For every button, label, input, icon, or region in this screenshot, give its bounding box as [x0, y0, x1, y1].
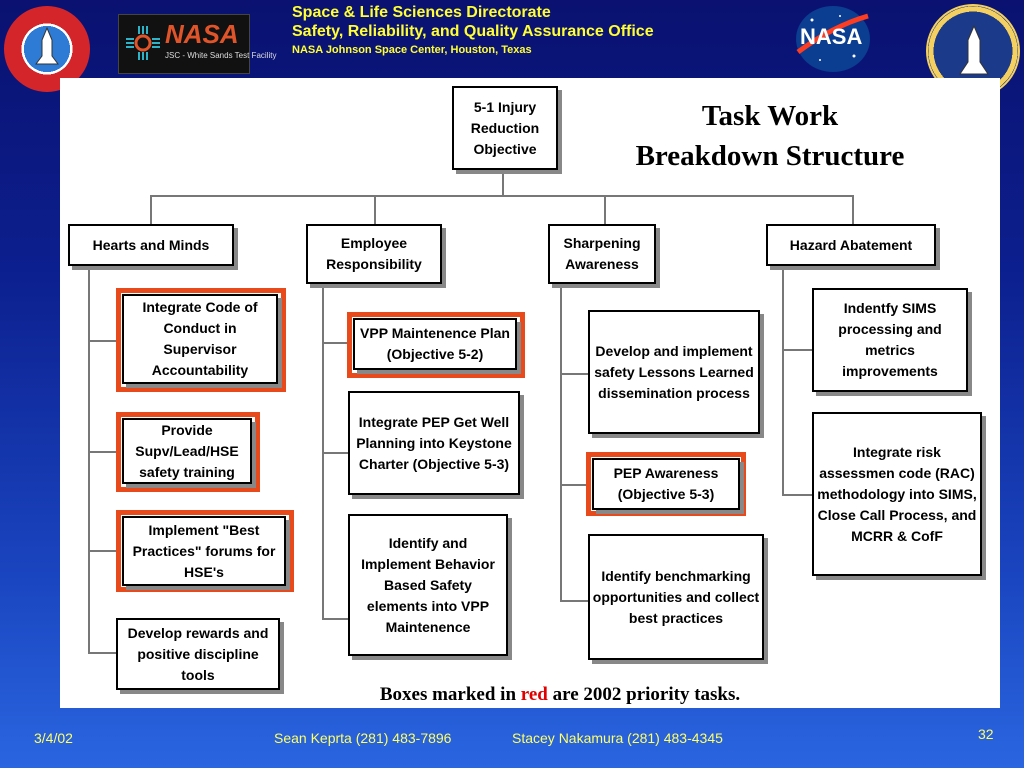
spine-col1 — [88, 268, 90, 652]
task-box-best-practices: Implement "Best Practices" forums for HSE's — [122, 516, 286, 586]
wbs-diagram-panel — [60, 78, 1000, 708]
meatball-text: NASA — [800, 24, 863, 49]
title-line-2: Breakdown Structure — [635, 140, 905, 172]
branch — [322, 342, 350, 344]
nasa-meatball-logo — [796, 6, 870, 72]
task-box-behavior-based-safety: Identify and Implement Behavior Based Safety elements into VPP Maintenence — [348, 514, 508, 656]
shuttle-icon — [30, 26, 64, 66]
connector-col4 — [852, 195, 854, 227]
footer-contact-nakamura: Stacey Nakamura (281) 483-4345 — [512, 730, 723, 746]
task-box-pep-keystone: Integrate PEP Get Well Planning into Keystone Charter (Objective 5-3) — [348, 391, 520, 495]
diagram-title — [600, 96, 940, 176]
task-box-vpp-plan: VPP Maintenence Plan (Objective 5-2) — [353, 318, 517, 370]
branch — [88, 652, 118, 654]
branch — [88, 550, 118, 552]
wstf-subtext: JSC - White Sands Test Facility — [165, 51, 277, 60]
office-title: Safety, Reliability, and Quality Assurance Office — [292, 23, 654, 40]
connector-col3 — [604, 195, 606, 227]
spine-col2 — [322, 268, 324, 620]
connector-col1 — [150, 195, 152, 227]
heading-hazard-abatement: Hazard Abatement — [766, 224, 936, 266]
caption-text-before: Boxes marked in — [379, 684, 521, 705]
task-box-code-of-conduct: Integrate Code of Conduct in Supervisor Accountability — [122, 294, 278, 384]
title-line-1: Task Work — [701, 100, 839, 132]
footer-contact-keprta: Sean Keprta (281) 483-7896 — [274, 730, 452, 746]
branch — [322, 452, 350, 454]
branch — [560, 373, 590, 375]
task-box-rewards-discipline: Develop rewards and positive discipline tools — [116, 618, 280, 690]
branch — [782, 494, 814, 496]
task-box-benchmarking: Identify benchmarking opportunities and collect best practices — [588, 534, 764, 660]
zia-sun-icon — [125, 25, 161, 61]
spine-col3 — [560, 268, 562, 600]
directorate-title: Space & Life Sciences Directorate — [292, 4, 551, 21]
nasa-wstf-logo — [118, 14, 277, 74]
footer-date: 3/4/02 — [34, 730, 73, 746]
branch — [560, 600, 590, 602]
connector-col2 — [374, 195, 376, 227]
footer-page-number: 32 — [978, 726, 994, 742]
branch — [782, 349, 814, 351]
spine-col4 — [782, 268, 784, 496]
shuttle-icon — [956, 24, 992, 78]
heading-employee-responsibility: Employee Responsibility — [306, 224, 442, 284]
task-box-lessons-learned: Develop and implement safety Lessons Learned dissemination process — [588, 310, 760, 434]
caption-text-after: are 2002 priority tasks. — [547, 684, 741, 705]
branch — [322, 618, 350, 620]
branch — [88, 451, 118, 453]
task-box-rac-methodology: Integrate risk assessmen code (RAC) methodology into SIMS, Close Call Process, and MCRR & CofF — [812, 412, 982, 576]
root-connector — [502, 166, 504, 196]
center-subtitle: NASA Johnson Space Center, Houston, Texas — [292, 44, 532, 56]
priority-caption — [300, 684, 820, 706]
heading-hearts-and-minds: Hearts and Minds — [68, 224, 234, 266]
horizontal-bus-line — [150, 195, 854, 197]
heading-sharpening-awareness: Sharpening Awareness — [548, 224, 656, 284]
task-box-pep-awareness: PEP Awareness (Objective 5-3) — [592, 458, 740, 510]
nasa-logo-text: NASA — [165, 19, 239, 49]
branch — [88, 340, 118, 342]
task-box-safety-training: Provide Supv/Lead/HSE safety training — [122, 418, 252, 484]
root-objective-box: 5-1 Injury Reduction Objective — [452, 86, 558, 170]
task-box-sims-metrics: Indentfy SIMS processing and metrics improvements — [812, 288, 968, 392]
caption-red-word: red — [520, 684, 548, 705]
